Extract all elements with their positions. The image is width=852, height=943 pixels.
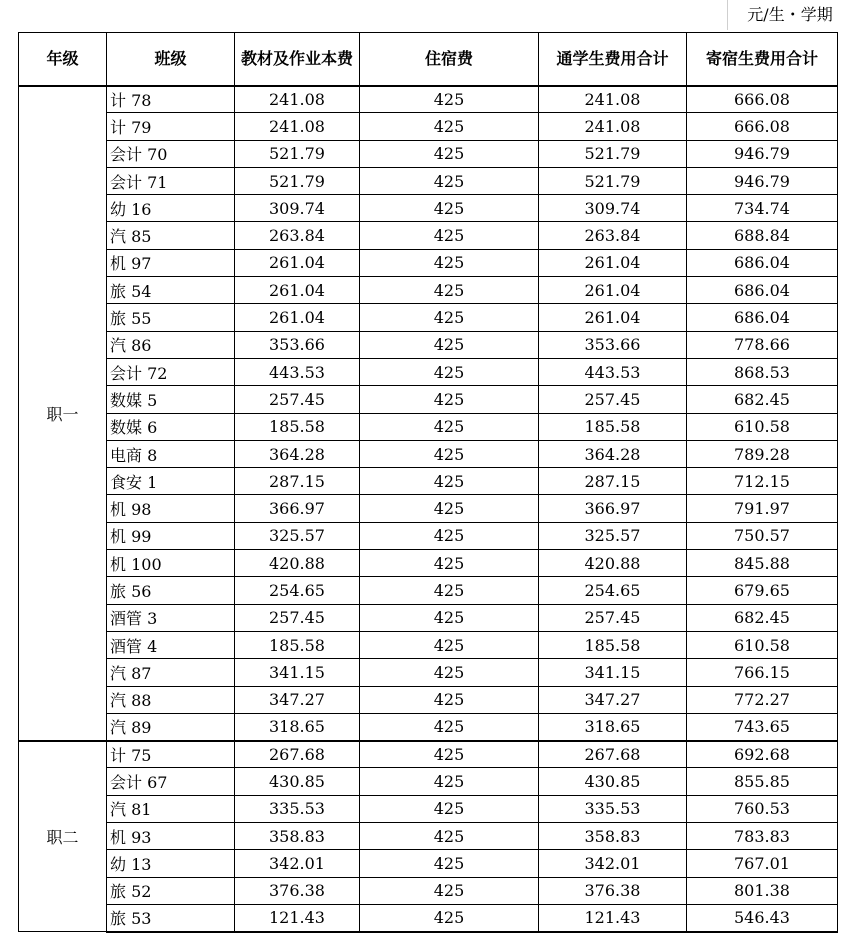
dorm-fee-cell: 425 [360,249,539,276]
day-student-total-cell: 364.28 [539,440,687,467]
dorm-fee-cell: 425 [360,659,539,686]
boarding-student-total-cell: 855.85 [687,768,838,795]
day-student-total-cell: 261.04 [539,249,687,276]
header-grade: 年级 [19,33,107,86]
table-row [19,440,838,467]
boarding-student-total-cell: 610.58 [687,631,838,658]
boarding-student-total-cell: 734.74 [687,195,838,222]
textbook-fee-cell: 358.83 [235,823,360,850]
textbook-fee-cell: 261.04 [235,249,360,276]
table-row [19,686,838,713]
boarding-student-total-cell: 666.08 [687,113,838,140]
table-row [19,331,838,358]
class-cell: 机 97 [107,249,235,276]
header-row [19,33,838,86]
dorm-fee-cell: 425 [360,277,539,304]
textbook-fee-cell: 185.58 [235,413,360,440]
table-row [19,741,838,768]
boarding-student-total-cell: 801.38 [687,877,838,904]
dorm-fee-cell: 425 [360,522,539,549]
class-cell: 计 78 [107,86,235,113]
dorm-fee-cell: 425 [360,741,539,768]
day-student-total-cell: 121.43 [539,904,687,931]
textbook-fee-cell: 364.28 [235,440,360,467]
textbook-fee-cell: 263.84 [235,222,360,249]
class-cell: 酒管 3 [107,604,235,631]
day-student-total-cell: 318.65 [539,713,687,740]
day-student-total-cell: 341.15 [539,659,687,686]
table-row [19,140,838,167]
class-cell: 数媒 6 [107,413,235,440]
textbook-fee-cell: 353.66 [235,331,360,358]
table-row [19,823,838,850]
table-row [19,768,838,795]
dorm-fee-cell: 425 [360,386,539,413]
table-header [19,33,838,86]
textbook-fee-cell: 241.08 [235,113,360,140]
dorm-fee-cell: 425 [360,904,539,931]
textbook-fee-cell: 261.04 [235,277,360,304]
boarding-student-total-cell: 686.04 [687,249,838,276]
boarding-student-total-cell: 750.57 [687,522,838,549]
day-student-total-cell: 257.45 [539,604,687,631]
textbook-fee-cell: 318.65 [235,713,360,740]
dorm-fee-cell: 425 [360,604,539,631]
class-cell: 会计 71 [107,167,235,194]
class-cell: 旅 52 [107,877,235,904]
dorm-fee-cell: 425 [360,631,539,658]
class-cell: 汽 86 [107,331,235,358]
day-student-total-cell: 347.27 [539,686,687,713]
boarding-student-total-cell: 682.45 [687,386,838,413]
textbook-fee-cell: 254.65 [235,577,360,604]
class-cell: 旅 54 [107,277,235,304]
table-row [19,877,838,904]
table-row [19,86,838,113]
table-row [19,113,838,140]
dorm-fee-cell: 425 [360,413,539,440]
table-row [19,550,838,577]
dorm-fee-cell: 425 [360,440,539,467]
textbook-fee-cell: 335.53 [235,795,360,822]
boarding-student-total-cell: 686.04 [687,304,838,331]
boarding-student-total-cell: 666.08 [687,86,838,113]
boarding-student-total-cell: 946.79 [687,167,838,194]
day-student-total-cell: 241.08 [539,113,687,140]
dorm-fee-cell: 425 [360,713,539,740]
day-student-total-cell: 261.04 [539,277,687,304]
class-cell: 酒管 4 [107,631,235,658]
class-cell: 汽 81 [107,795,235,822]
class-cell: 数媒 5 [107,386,235,413]
day-student-total-cell: 443.53 [539,358,687,385]
table-row [19,413,838,440]
table-row [19,713,838,740]
day-student-total-cell: 267.68 [539,741,687,768]
boarding-student-total-cell: 772.27 [687,686,838,713]
class-cell: 计 79 [107,113,235,140]
boarding-student-total-cell: 682.45 [687,604,838,631]
fee-table [18,32,838,933]
dorm-fee-cell: 425 [360,140,539,167]
dorm-fee-cell: 425 [360,686,539,713]
day-student-total-cell: 261.04 [539,304,687,331]
table-row [19,277,838,304]
dorm-fee-cell: 425 [360,577,539,604]
boarding-student-total-cell: 679.65 [687,577,838,604]
class-cell: 汽 85 [107,222,235,249]
boarding-student-total-cell: 692.68 [687,741,838,768]
boarding-student-total-cell: 610.58 [687,413,838,440]
class-cell: 机 98 [107,495,235,522]
dorm-fee-cell: 425 [360,550,539,577]
textbook-fee-cell: 521.79 [235,167,360,194]
dorm-fee-cell: 425 [360,331,539,358]
day-student-total-cell: 430.85 [539,768,687,795]
boarding-student-total-cell: 712.15 [687,468,838,495]
day-student-total-cell: 353.66 [539,331,687,358]
day-student-total-cell: 287.15 [539,468,687,495]
table-row [19,850,838,877]
table-row [19,495,838,522]
textbook-fee-cell: 341.15 [235,659,360,686]
table-row [19,522,838,549]
dorm-fee-cell: 425 [360,495,539,522]
boarding-student-total-cell: 783.83 [687,823,838,850]
textbook-fee-cell: 366.97 [235,495,360,522]
boarding-student-total-cell: 760.53 [687,795,838,822]
textbook-fee-cell: 347.27 [235,686,360,713]
table-body [19,86,838,932]
textbook-fee-cell: 185.58 [235,631,360,658]
textbook-fee-cell: 287.15 [235,468,360,495]
day-student-total-cell: 521.79 [539,140,687,167]
day-student-total-cell: 254.65 [539,577,687,604]
header-day-student-total: 通学生费用合计 [539,33,687,86]
table-row [19,195,838,222]
day-student-total-cell: 358.83 [539,823,687,850]
class-cell: 汽 87 [107,659,235,686]
textbook-fee-cell: 257.45 [235,604,360,631]
class-cell: 电商 8 [107,440,235,467]
day-student-total-cell: 241.08 [539,86,687,113]
boarding-student-total-cell: 946.79 [687,140,838,167]
boarding-student-total-cell: 546.43 [687,904,838,931]
day-student-total-cell: 325.57 [539,522,687,549]
table-row [19,659,838,686]
day-student-total-cell: 309.74 [539,195,687,222]
class-cell: 会计 67 [107,768,235,795]
dorm-fee-cell: 425 [360,823,539,850]
day-student-total-cell: 257.45 [539,386,687,413]
boarding-student-total-cell: 868.53 [687,358,838,385]
table-row [19,577,838,604]
dorm-fee-cell: 425 [360,195,539,222]
class-cell: 旅 56 [107,577,235,604]
day-student-total-cell: 521.79 [539,167,687,194]
dorm-fee-cell: 425 [360,86,539,113]
class-cell: 汽 89 [107,713,235,740]
dorm-fee-cell: 425 [360,222,539,249]
table-row [19,167,838,194]
dorm-fee-cell: 425 [360,877,539,904]
day-student-total-cell: 342.01 [539,850,687,877]
textbook-fee-cell: 443.53 [235,358,360,385]
class-cell: 幼 16 [107,195,235,222]
dorm-fee-cell: 425 [360,167,539,194]
grade-cell: 职一 [19,86,107,741]
class-cell: 旅 55 [107,304,235,331]
boarding-student-total-cell: 766.15 [687,659,838,686]
textbook-fee-cell: 521.79 [235,140,360,167]
class-cell: 会计 70 [107,140,235,167]
textbook-fee-cell: 121.43 [235,904,360,931]
table-row [19,795,838,822]
table-row [19,249,838,276]
boarding-student-total-cell: 791.97 [687,495,838,522]
boarding-student-total-cell: 845.88 [687,550,838,577]
header-boarding-student-total: 寄宿生费用合计 [687,33,838,86]
textbook-fee-cell: 309.74 [235,195,360,222]
textbook-fee-cell: 261.04 [235,304,360,331]
day-student-total-cell: 185.58 [539,413,687,440]
day-student-total-cell: 420.88 [539,550,687,577]
day-student-total-cell: 335.53 [539,795,687,822]
table-row [19,304,838,331]
unit-label: 元/生・学期 [727,0,852,30]
class-cell: 会计 72 [107,358,235,385]
textbook-fee-cell: 241.08 [235,86,360,113]
class-cell: 食安 1 [107,468,235,495]
textbook-fee-cell: 325.57 [235,522,360,549]
day-student-total-cell: 376.38 [539,877,687,904]
textbook-fee-cell: 376.38 [235,877,360,904]
boarding-student-total-cell: 688.84 [687,222,838,249]
textbook-fee-cell: 267.68 [235,741,360,768]
table-row [19,386,838,413]
dorm-fee-cell: 425 [360,768,539,795]
header-textbook-fee: 教材及作业本费 [235,33,360,86]
day-student-total-cell: 263.84 [539,222,687,249]
class-cell: 计 75 [107,741,235,768]
boarding-student-total-cell: 767.01 [687,850,838,877]
table-row [19,904,838,931]
dorm-fee-cell: 425 [360,113,539,140]
day-student-total-cell: 366.97 [539,495,687,522]
grade-cell: 职二 [19,741,107,932]
dorm-fee-cell: 425 [360,468,539,495]
class-cell: 机 93 [107,823,235,850]
table-row [19,222,838,249]
table-row [19,358,838,385]
table-row [19,631,838,658]
textbook-fee-cell: 342.01 [235,850,360,877]
boarding-student-total-cell: 743.65 [687,713,838,740]
dorm-fee-cell: 425 [360,304,539,331]
header-dorm-fee: 住宿费 [360,33,539,86]
class-cell: 幼 13 [107,850,235,877]
class-cell: 汽 88 [107,686,235,713]
dorm-fee-cell: 425 [360,850,539,877]
boarding-student-total-cell: 686.04 [687,277,838,304]
table-row [19,604,838,631]
dorm-fee-cell: 425 [360,358,539,385]
header-class: 班级 [107,33,235,86]
boarding-student-total-cell: 789.28 [687,440,838,467]
day-student-total-cell: 185.58 [539,631,687,658]
dorm-fee-cell: 425 [360,795,539,822]
textbook-fee-cell: 257.45 [235,386,360,413]
boarding-student-total-cell: 778.66 [687,331,838,358]
table-row [19,468,838,495]
textbook-fee-cell: 420.88 [235,550,360,577]
class-cell: 机 99 [107,522,235,549]
class-cell: 机 100 [107,550,235,577]
textbook-fee-cell: 430.85 [235,768,360,795]
class-cell: 旅 53 [107,904,235,931]
